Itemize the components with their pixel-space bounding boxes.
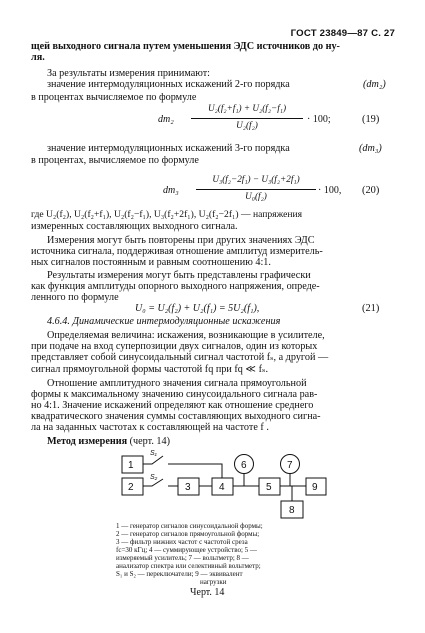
text-line: где U₂(f₂), U₂(f₂+f₁), U₂(f₂−f₁), U₃(f₂+2f₁), U₂(f₂−2f₁) — напряжения: [31, 209, 303, 220]
eq21: U₀ = U₂(f₂) + U₂(f₁) = 5U₂(f₁),: [135, 303, 260, 314]
section-heading: 4.6.4. Динамические интермодуляционные искажения: [47, 316, 281, 327]
text-line: в процентах вычисляемое по формуле: [31, 92, 197, 103]
label-2: 2: [128, 482, 134, 493]
eq19-denominator: U₂(f₂): [236, 120, 258, 130]
symbol-dm2: (dm₂): [363, 79, 386, 90]
eq19-lhs: dm₂: [158, 114, 174, 125]
label-5: 5: [266, 482, 272, 493]
eq20-number: (20): [362, 185, 380, 196]
text-line: ля.: [31, 52, 45, 63]
text-line: измеренных составляющих выходного сигнала.: [31, 221, 238, 232]
figure-label: Черт. 14: [190, 587, 225, 598]
label-4: 4: [219, 482, 225, 493]
wire: [168, 464, 222, 478]
eq19-numerator: U₂(f₂+f₁) + U₂(f₂−f₁): [207, 103, 287, 113]
label-7: 7: [287, 460, 293, 471]
text-line: ленного по формуле: [31, 292, 119, 303]
label-s1: S₁: [150, 450, 157, 457]
label-s2: S₂: [150, 474, 158, 481]
caption-line: 2 — генератор сигналов прямоугольной формы;: [116, 530, 260, 538]
text-line: Результаты измерения могут быть представлены графически: [47, 270, 311, 281]
text-line: представляет собой синусоидальный сигнал частотой fₛ, а другой —: [31, 352, 329, 363]
text-line: сигнал прямоугольной формы частотой fq при fq ≪ fₛ.: [31, 364, 269, 375]
text-line: ла на заданных частотах к составляющей на частоте f .: [31, 422, 269, 433]
caption-line: S₁ и S₂ — переключатели; 9 — эквивалент: [116, 570, 243, 578]
method-ref: (черт. 14): [129, 436, 170, 447]
page-header: ГОСТ 23849—87 С. 27: [290, 28, 395, 39]
text-line: значение интермодуляционных искажений 2-го порядка: [47, 79, 290, 90]
caption-line: fc=30 кГц; 4 — суммирующее устройство; 5 —: [116, 546, 257, 554]
eq20-rhs: · 100,: [318, 185, 342, 196]
eq19-rhs: · 100;: [307, 114, 331, 125]
label-3: 3: [185, 482, 191, 493]
text-line: квадратического значения суммы составляющих выходного сигна-: [31, 411, 321, 422]
text-line: как функция амплитуды опорного выходного напряжения, опреде-: [31, 281, 320, 292]
eq19-number: (19): [362, 114, 380, 125]
text-line: но 4:1. Значение искажений определяют как отношение среднего: [31, 400, 314, 411]
caption-line: 3 — фильтр нижних частот с частотой среза: [116, 538, 248, 546]
caption-line: 1 — генератор сигналов синусоидальной формы;: [116, 522, 263, 530]
caption-line: анализатор спектра или селективный вольтметр;: [116, 562, 261, 570]
text-line: Определяемая величина: искажения, возникающие в усилителе,: [47, 330, 325, 341]
text-line: ных сигналов постоянным и равным соотношению 4:1.: [31, 257, 271, 268]
text-line: За результаты измерения принимают:: [47, 68, 210, 79]
eq20-numerator: U₃(f₂−2f₁) − U₃(f₂+2f₁): [212, 174, 300, 184]
caption-line: нагрузки: [200, 578, 227, 586]
text-line: в процентах, вычисляемое по формуле: [31, 155, 199, 166]
eq20-denominator: U₀(f₂): [245, 191, 267, 201]
label-8: 8: [289, 505, 295, 516]
method-label: Метод измерения: [47, 436, 128, 447]
text-line: щей выходного сигнала путем уменьшения ЭДС источников до ну-: [31, 41, 340, 52]
symbol-dm3: (dm₃): [359, 143, 382, 154]
text-line: формы к максимальному значению синусоидального сигнала рав-: [31, 389, 318, 400]
text-line: Отношение амплитудного значения сигнала прямоугольной: [47, 378, 307, 389]
text-line: Измерения могут быть повторены при других значениях ЭДС: [47, 235, 315, 246]
label-9: 9: [312, 482, 318, 493]
switch-s1: [143, 456, 163, 464]
label-1: 1: [128, 460, 134, 471]
label-6: 6: [241, 460, 247, 471]
text-line: источника сигнала, поддерживая отношение амплитуд измеритель-: [31, 246, 323, 257]
text-line: значение интермодуляционных искажений 3-го порядка: [47, 143, 290, 154]
eq20-lhs: dm₃: [163, 185, 179, 196]
text-line: при подаче на вход суперпозиции двух сигналов, один из которых: [31, 341, 318, 352]
eq21-number: (21): [362, 303, 380, 314]
caption-line: измеряемый усилитель; 7 — вольтметр; 8 —: [116, 554, 249, 562]
